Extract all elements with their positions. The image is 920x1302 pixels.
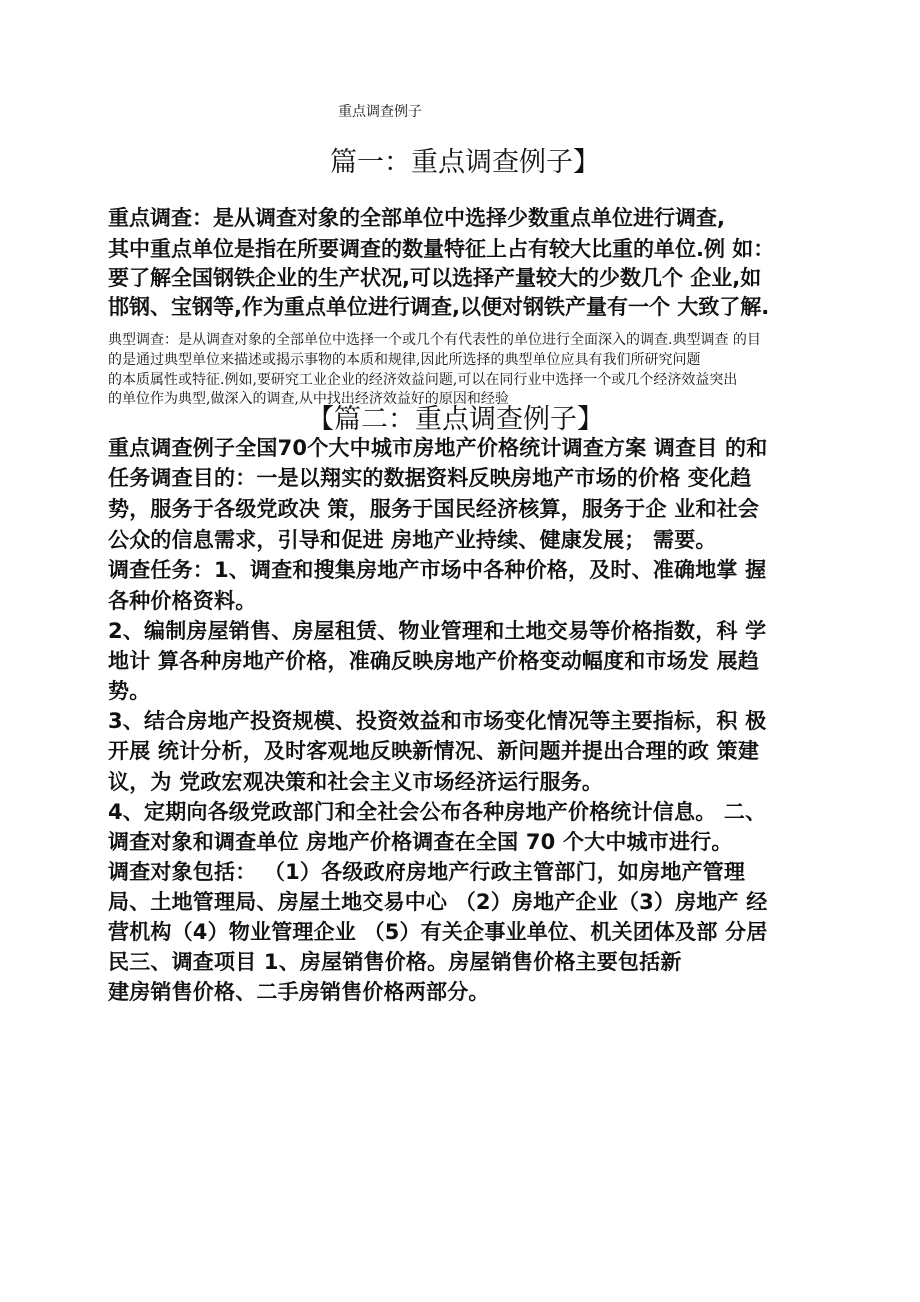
para3-line: 议，为 党政宏观决策和社会主义市场经济运行服务。 [108, 770, 604, 794]
para3-line: 各种价格资料。 [108, 589, 257, 613]
para3-line: 公众的信息需求，引导和促进 房地产业持续、健康发展； 需要。 [108, 528, 717, 552]
para1-line: 重点调查：是从调查对象的全部单位中选择少数重点单位进行调查, [108, 206, 725, 230]
para2-line: 典型调查：是从调查对象的全部单位中选择一个或几个有代表性的单位进行全面深入的调查.典型调查 的目 [108, 332, 761, 348]
para2-line: 的本质属性或特征.例如,要研究工业企业的经济效益问题,可以在同行业中选择一个或几个经济效益突出 [108, 372, 738, 388]
para3-line: 势，服务于各级党政决 策，服务于国民经济核算，服务于企 业和社会 [108, 497, 760, 521]
para3-line: 2、编制房屋销售、房屋租赁、物业管理和土地交易等价格指数，科 学 [108, 619, 767, 643]
para3-line: 民三、调查项目 1、房屋销售价格。房屋销售价格主要包括新 [108, 950, 682, 974]
para3-line: 开展 统计分析，及时客观地反映新情况、新问题并提出合理的政 策建 [108, 739, 760, 763]
para3-line: 建房销售价格、二手房销售价格两部分。 [108, 980, 490, 1004]
para3-line: 调查对象包括： （1）各级政府房地产行政主管部门，如房地产管理 [108, 860, 746, 884]
para1-line: 要了解全国钢铁企业的生产状况,可以选择产量较大的少数几个 企业,如 [108, 266, 762, 290]
para3-line: 重点调查例子全国70个大中城市房地产价格统计调查方案 调查目 的和 [108, 436, 768, 460]
para1-line: 其中重点单位是指在所要调查的数量特征上占有较大比重的单位.例 如： [108, 237, 775, 261]
heading-part-two: 【篇二：重点调查例子】 [307, 404, 604, 435]
para1-line: 邯钢、宝钢等,作为重点单位进行调查,以便对钢铁产量有一个 大致了解. [108, 295, 770, 319]
para3-line: 3、结合房地产投资规模、投资效益和市场变化情况等主要指标，积 极 [108, 709, 767, 733]
para3-line: 局、土地管理局、房屋土地交易中心 （2）房地产企业（3）房地产 经 [108, 890, 768, 914]
document-small-title: 重点调查例子 [338, 104, 422, 120]
heading-part-one: 篇一：重点调查例子】 [330, 147, 600, 178]
para3-line: 势。 [108, 679, 151, 703]
para3-line: 营机构（4）物业管理企业 （5）有关企事业单位、机关团体及部 分居 [108, 920, 768, 944]
para3-line: 调查任务：1、调查和搜集房地产市场中各种价格，及时、准确地掌 握 [108, 558, 767, 582]
para2-line: 的是通过典型单位来描述或揭示事物的本质和规律,因此所选择的典型单位应具有我们所研究问题 [108, 352, 701, 368]
para3-line: 调查对象和调查单位 房地产价格调查在全国 70 个大中城市进行。 [108, 830, 733, 854]
para2-line: 的单位作为典型,做深入的调查,从中找出经济效益好的原因和经验 [108, 391, 509, 407]
para3-line: 地计 算各种房地产价格，准确反映房地产价格变动幅度和市场发 展趋 [108, 649, 760, 673]
para3-line: 4、定期向各级党政部门和全社会公布各种房地产价格统计信息。 二、 [108, 800, 767, 824]
para3-line: 任务调查目的：一是以翔实的数据资料反映房地产市场的价格 变化趋 [108, 466, 752, 490]
